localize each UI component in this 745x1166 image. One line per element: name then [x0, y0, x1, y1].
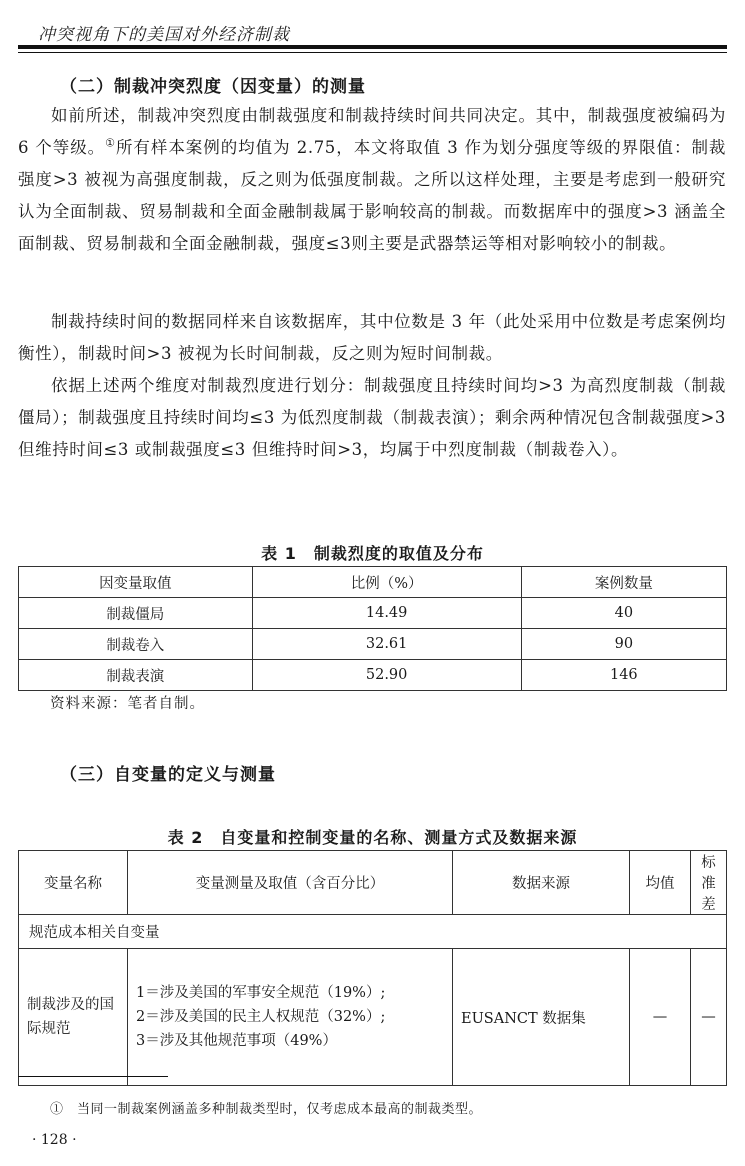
footnote-rule — [18, 1076, 168, 1077]
table-cell: 146 — [521, 660, 726, 691]
table-cell: 制裁卷入 — [19, 629, 253, 660]
table2-measure — [128, 949, 453, 1086]
table1-header: 案例数量 — [521, 567, 726, 598]
table2-mean: — — [630, 949, 691, 1086]
paragraph-3: 依据上述两个维度对制裁烈度进行划分：制裁强度且持续时间均>3 为高烈度制裁（制裁僵局）；制裁强度且持续时间均≤3 为低烈度制裁（制裁表演）；剩余两种情况包含制裁强度>3 但维持时间≤3 或制裁强度≤3 但维持时间>3，均属于中烈度制裁（制裁卷入）。 — [18, 376, 726, 459]
table2-sd: — — [691, 949, 727, 1086]
page-number: · 128 · — [32, 1132, 77, 1148]
running-head: 冲突视角下的美国对外经济制裁 — [38, 25, 290, 45]
table2-header-row — [19, 851, 727, 915]
table1-header: 比例（%） — [252, 567, 521, 598]
table-cell: 14.49 — [252, 598, 521, 629]
table-cell: 52.90 — [252, 660, 521, 691]
table-cell: 制裁僵局 — [19, 598, 253, 629]
table2-source: EUSANCT 数据集 — [453, 949, 630, 1086]
header-rule-thick — [18, 45, 727, 49]
measure-line: 2＝涉及美国的民主人权规范（32%）; — [136, 1009, 386, 1025]
measure-line: 1＝涉及美国的军事安全规范（19%）; — [136, 985, 386, 1001]
table1 — [18, 566, 727, 691]
paragraph-2: 制裁持续时间的数据同样来自该数据库，其中位数是 3 年（此处采用中位数是考虑案例均衡性），制裁时间>3 被视为长时间制裁，反之则为短时间制裁。 — [18, 312, 726, 363]
table1-header-row — [19, 567, 727, 598]
section-heading-3: （三）自变量的定义与测量 — [60, 765, 276, 785]
table2-header: 均值 — [630, 851, 691, 915]
table-cell: 40 — [521, 598, 726, 629]
table2-caption: 表 2 自变量和控制变量的名称、测量方式及数据来源 — [167, 828, 578, 847]
table2-header: 变量名称 — [19, 851, 128, 915]
table-cell: 制裁表演 — [19, 660, 253, 691]
table2-variable-name: 制裁涉及的国际规范 — [19, 949, 128, 1086]
table-cell: 32.61 — [252, 629, 521, 660]
table2-section-row: 规范成本相关自变量 — [19, 915, 727, 949]
table-row — [19, 660, 727, 691]
footnote-marker: ① — [50, 1102, 64, 1117]
table1-source-note: 资料来源：笔者自制。 — [50, 696, 205, 712]
footnote-ref: ① — [105, 136, 116, 150]
section-heading-2: （二）制裁冲突烈度（因变量）的测量 — [60, 77, 366, 97]
paragraph-1-cont: 所有样本案例的均值为 2.75，本文将取值 3 作为划分强度等级的界限值：制裁强度>3 被视为高强度制裁，反之则为低强度制裁。之所以这样处理，主要是考虑到一般研究认为全面制裁、贸易制裁和全面金融制裁属于影响较高的制裁。而数据库中的强度>3 涵盖全面制裁、贸易制裁和全面金融制裁，强度≤3则主要是武器禁运等相对影响较小的制裁。 — [18, 138, 727, 253]
paragraph-1 — [18, 100, 726, 260]
table1-header: 因变量取值 — [19, 567, 253, 598]
table2-header: 数据来源 — [453, 851, 630, 915]
table2 — [18, 850, 727, 1086]
table-row — [19, 598, 727, 629]
header-rule-thin — [18, 52, 727, 53]
paragraph-1-text: 如前所述，制裁冲突烈度由制裁强度和制裁持续时间共同决定。其中，制裁强度被编码为 6 个等级。 — [18, 106, 726, 157]
table-row — [19, 629, 727, 660]
footnote — [50, 1098, 482, 1117]
table1-caption: 表 1 制裁烈度的取值及分布 — [261, 544, 484, 563]
measure-line: 3＝涉及其他规范事项（49%） — [136, 1033, 337, 1049]
footnote-text: 当同一制裁案例涵盖多种制裁类型时，仅考虑成本最高的制裁类型。 — [77, 1102, 483, 1117]
table2-header: 标准差 — [691, 851, 727, 915]
table-row — [19, 949, 727, 1086]
table-cell: 90 — [521, 629, 726, 660]
table2-header: 变量测量及取值（含百分比） — [128, 851, 453, 915]
table-row — [19, 915, 727, 949]
